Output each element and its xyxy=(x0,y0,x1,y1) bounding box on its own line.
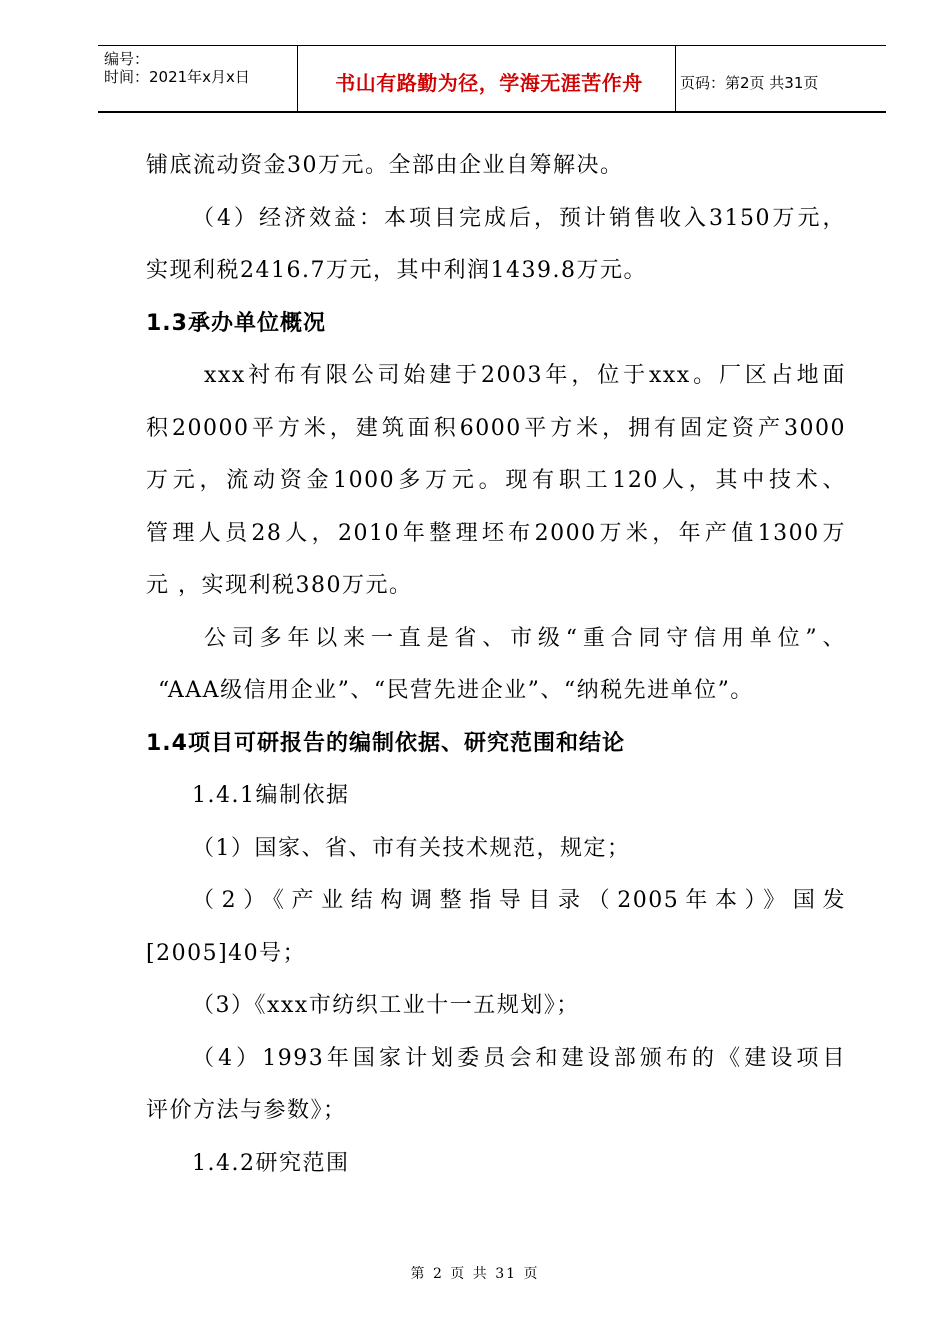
page-header xyxy=(98,45,886,113)
paragraph-funding: 铺底流动资金30万元。全部由企业自筹解决。 xyxy=(146,153,624,178)
paragraph-honors-line2: “AAA级信用企业”、“民营先进企业”、“纳税先进单位”。 xyxy=(158,678,754,703)
basis-item-3: （3）《xxx市纺织工业十一五规划》； xyxy=(192,993,580,1018)
subsection-heading-1-4-2: 1.4.2研究范围 xyxy=(192,1150,350,1176)
paragraph-company-line5: 元 ，实现利税380万元。 xyxy=(146,573,413,598)
header-divider-right xyxy=(675,45,676,112)
document-body xyxy=(146,140,846,1190)
section-heading-1-4: 1.4项目可研报告的编制依据、研究范围和结论 xyxy=(146,730,625,756)
section-heading-1-3: 1.3承办单位概况 xyxy=(146,310,326,336)
header-bottom-rule xyxy=(98,111,886,113)
paragraph-company-line2: 积20000平方米，建筑面积6000平方米，拥有固定资产3000 xyxy=(146,415,846,441)
page-footer: 第 2 页 共 31 页 xyxy=(410,1266,540,1282)
basis-item-2-line1: （2）《产业结构调整指导目录（2005年本）》国发 xyxy=(192,888,846,913)
paragraph-economic-benefit-line1: （4）经济效益：本项目完成后，预计销售收入3150万元， xyxy=(192,205,846,231)
document-time-label: 时间：2021年x月x日 xyxy=(104,68,250,86)
paragraph-economic-benefit-line2: 实现利税2416.7万元，其中利润1439.8万元。 xyxy=(146,258,647,283)
header-motto: 书山有路勤为径，学海无涯苦作舟 xyxy=(335,71,643,95)
basis-item-1: （1）国家、省、市有关技术规范，规定； xyxy=(192,835,631,861)
basis-item-2-line2: [2005]40号； xyxy=(146,940,307,966)
paragraph-honors-line1: 公司多年以来一直是省、市级“重合同守信用单位”、 xyxy=(204,625,846,651)
basis-item-4-line1: （4）1993年国家计划委员会和建设部颁布的《建设项目 xyxy=(192,1045,846,1071)
paragraph-company-line4: 管理人员28人，2010年整理坯布2000万米，年产值1300万 xyxy=(146,520,846,546)
paragraph-company-line1: xxx衬布有限公司始建于2003年，位于xxx。厂区占地面 xyxy=(204,363,846,388)
document-number-label: 编号： xyxy=(104,50,150,68)
header-page-info: 页码：第2页 共31页 xyxy=(680,74,819,92)
header-meta xyxy=(104,50,299,86)
header-top-rule xyxy=(98,45,886,46)
subsection-heading-1-4-1: 1.4.1编制依据 xyxy=(192,783,350,808)
header-divider-left xyxy=(297,45,298,112)
paragraph-company-line3: 万元，流动资金1000多万元。现有职工120人，其中技术、 xyxy=(146,468,846,493)
basis-item-4-line2: 评价方法与参数》； xyxy=(146,1098,347,1123)
